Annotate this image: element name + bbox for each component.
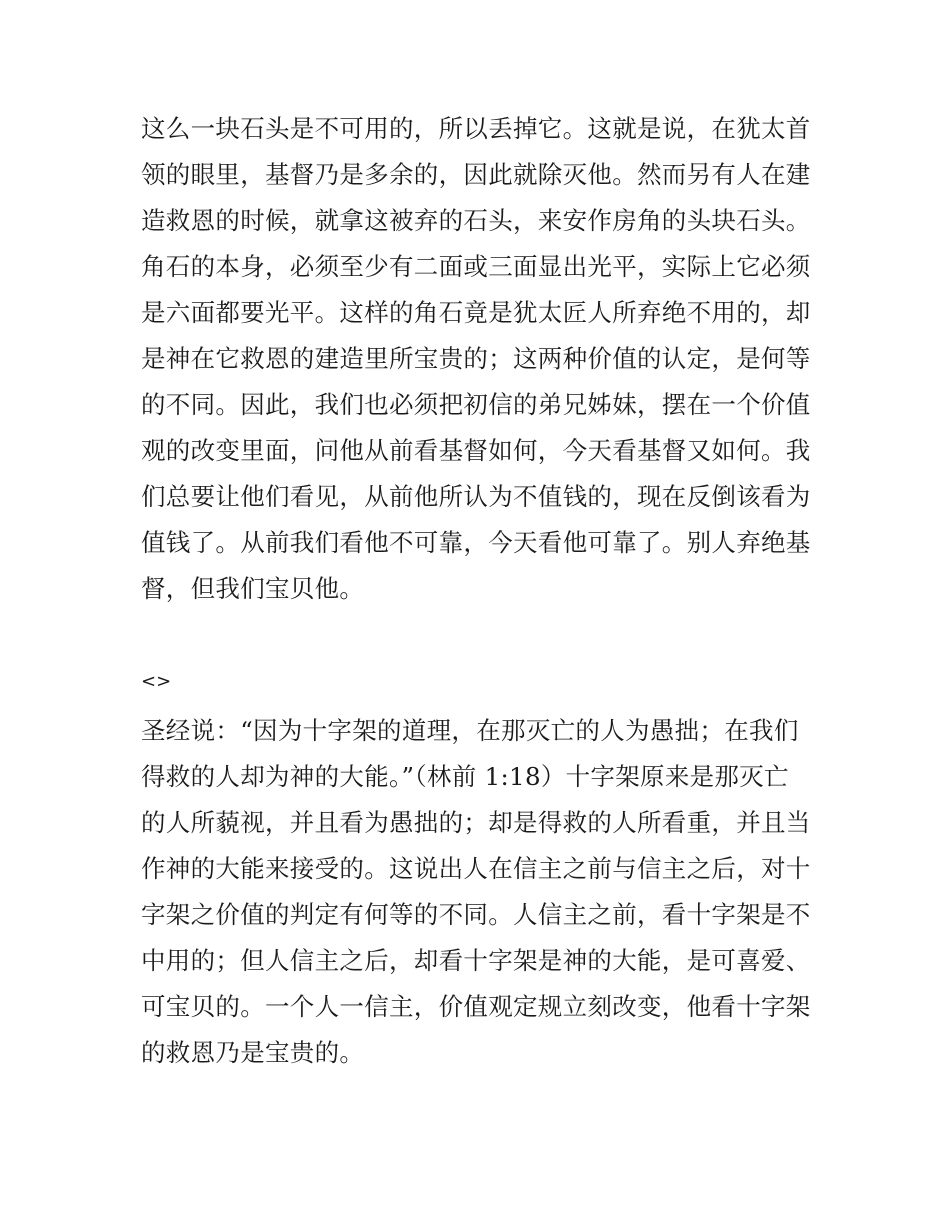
paragraph-2-line: 圣经说：“因为十字架的道理，在那灭亡的人为愚拙；在我们 [141, 716, 799, 745]
paragraph-2-line: 中用的；但人信主之后，却看十字架是神的大能，是可喜爱、 [141, 946, 811, 975]
paragraph-2 [141, 708, 821, 1076]
paragraph-1-line: 造救恩的时候，就拿这被弃的石头，来安作房角的头块石头。 [141, 206, 811, 235]
paragraph-2-line: 作神的大能来接受的。这说出人在信主之前与信主之后，对十 [141, 854, 811, 883]
paragraph-1 [141, 106, 821, 612]
paragraph-1-line: 是六面都要光平。这样的角石竟是犹太匠人所弃绝不用的，却 [141, 298, 811, 327]
paragraph-1-line: 督，但我们宝贝他。 [141, 574, 365, 603]
paragraph-2-line: 得救的人却为神的大能。”（林前 1:18）十字架原来是那灭亡 [141, 762, 789, 791]
paragraph-2-line: 字架之价值的判定有何等的不同。人信主之前，看十字架是不 [141, 900, 811, 929]
paragraph-1-line: 值钱了。从前我们看他不可靠，今天看他可靠了。别人弃绝基 [141, 528, 811, 557]
paragraph-1-line: 们总要让他们看见，从前他所认为不值钱的，现在反倒该看为 [141, 482, 811, 511]
paragraph-1-line: 的不同。因此，我们也必须把初信的弟兄姊妹，摆在一个价值 [141, 390, 811, 419]
paragraph-2-line: 的人所藐视，并且看为愚拙的；却是得救的人所看重，并且当 [141, 808, 811, 837]
paragraph-2-line: 的救恩乃是宝贵的。 [141, 1038, 365, 1067]
paragraph-1-line: 领的眼里，基督乃是多余的，因此就除灭他。然而另有人在建 [141, 160, 811, 189]
paragraph-1-line: 观的改变里面，问他从前看基督如何，今天看基督又如何。我 [141, 436, 811, 465]
paragraph-1-line: 是神在它救恩的建造里所宝贵的；这两种价值的认定，是何等 [141, 344, 811, 373]
paragraph-1-line: 这么一块石头是不可用的，所以丢掉它。这就是说，在犹太首 [141, 114, 811, 143]
paragraph-1-line: 角石的本身，必须至少有二面或三面显出光平，实际上它必须 [141, 252, 811, 281]
paragraph-2-line: 可宝贝的。一个人一信主，价值观定规立刻改变，他看十字架 [141, 992, 811, 1021]
section-separator: <> [141, 671, 172, 692]
